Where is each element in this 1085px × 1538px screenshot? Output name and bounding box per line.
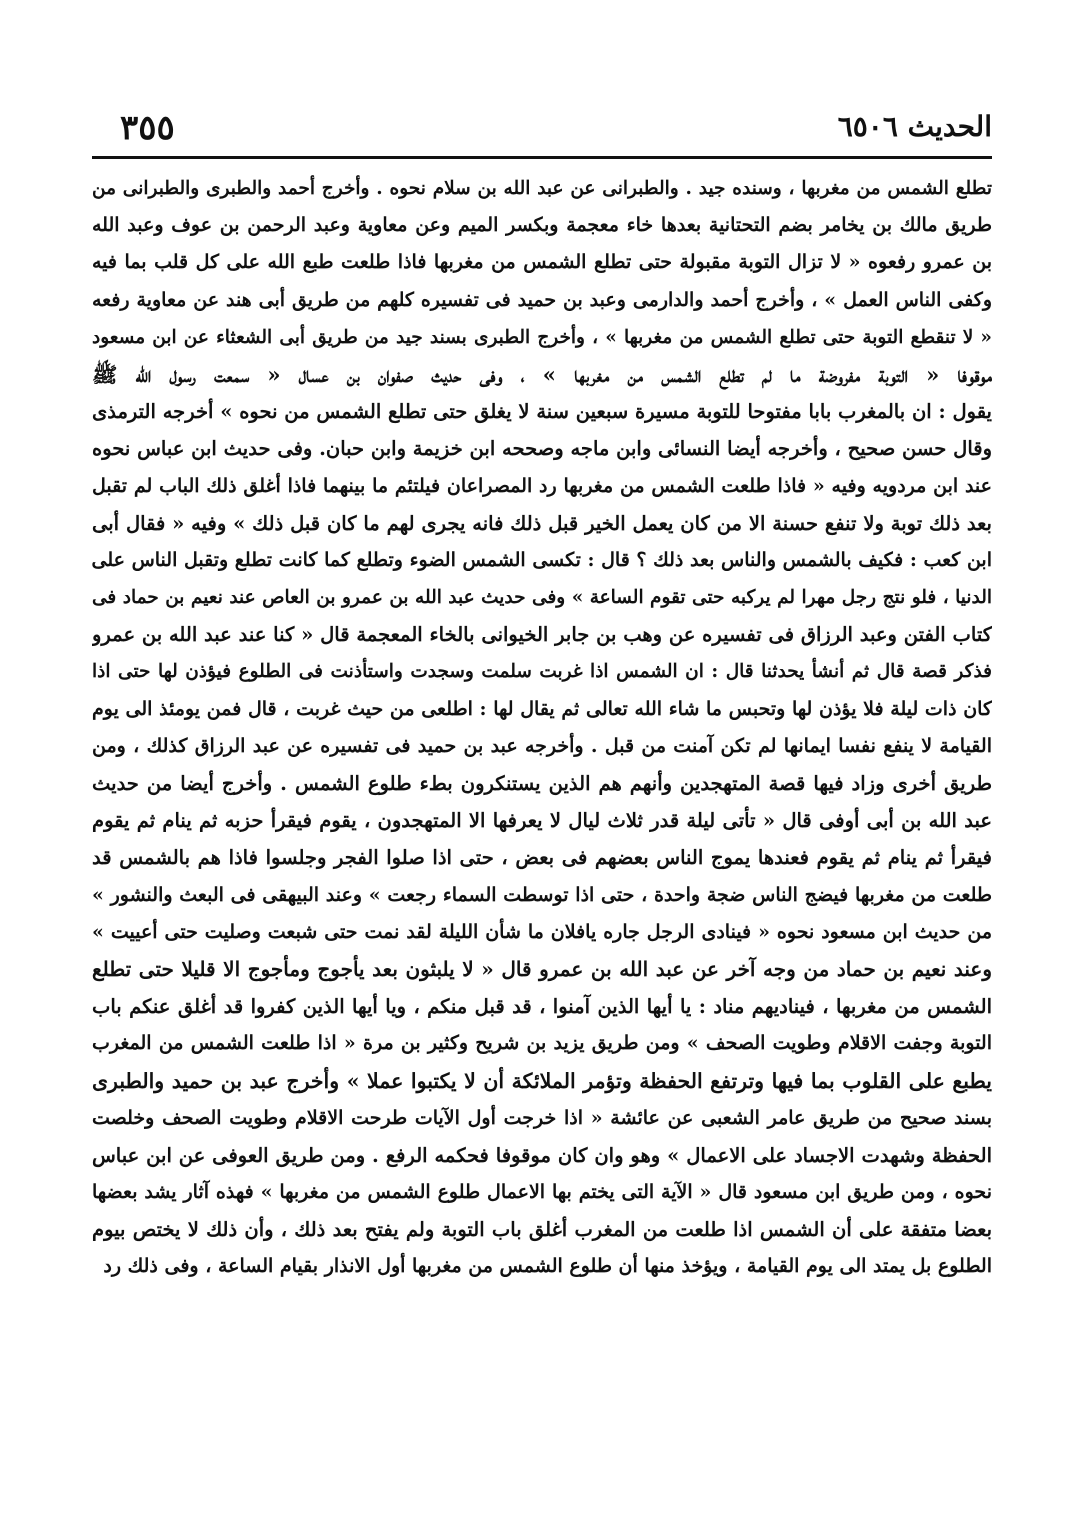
- text-line: فيقرأ ثم ينام ثم يقوم فعندها يموج الناس بعضهم فى بعض ، حتى اذا صلوا الفجر وجلسوا فاذا هم بالشمس قد: [92, 846, 992, 870]
- text-line: وقال حسن صحيح ، وأخرجه أيضا النسائى وابن ماجه وصححه ابن خزيمة وابن حبان. وفى حديث ابن عباس نحوه: [92, 437, 992, 461]
- text-line: يقول : ان بالمغرب بابا مفتوحا للتوبة مسيرة سبعين سنة لا يغلق حتى تطلع الشمس من نحوه » أخرجه الترمذى: [92, 400, 992, 424]
- text-line: الطلوع بل يمتد الى يوم القيامة ، ويؤخذ منها أن طلوع الشمس من مغربها أول الانذار بقيام الساعة ، وفى ذلك رد: [103, 1255, 992, 1278]
- text-line: عبد الله بن أبى أوفى قال « تأتى ليلة قدر ثلاث ليال لا يعرفها الا المتهجدون ، يقوم فيقرأ حزبه ثم ينام ثم يقوم: [92, 809, 992, 833]
- text-line: الدنيا ، فلو نتج رجل مهرا لم يركبه حتى تقوم الساعة » وفى حديث عبد الله بن عمرو بن العاص عند نعيم بن حماد فى: [92, 587, 992, 609]
- text-line: فذكر قصة قال ثم أنشأ يحدثنا قال : ان الشمس اذا غربت سلمت وسجدت واستأذنت فى الطلوع فيؤذن لها حتى اذا: [92, 661, 992, 683]
- text-line: التوبة وجفت الاقلام وطويت الصحف » ومن طريق يزيد بن شريح وكثير بن مرة « اذا طلعت الشمس من المغرب: [92, 1032, 992, 1055]
- text-line: القيامة لا ينفع نفسا ايمانها لم تكن آمنت من قبل . وأخرجه عبد بن حميد فى تفسيره عن عبد الرزاق كذلك ، ومن: [92, 734, 992, 757]
- text-line: كان ذات ليلة فلا يؤذن لها وتحبس ما شاء الله تعالى ثم يقال لها : اطلعى من حيث غربت ، قال فمن يومئذ الى يوم: [92, 697, 992, 720]
- page-number: ٣٥٥: [120, 108, 175, 148]
- text-line: بسند صحيح من طريق عامر الشعبى عن عائشة « اذا خرجت أول الآيات طرحت الاقلام وطويت الصحف وخلصت: [92, 1106, 992, 1129]
- page-header: [92, 108, 992, 150]
- text-line: الحفظة وشهدت الاجساد على الاعمال » وهو وان كان موقوفا فحكمه الرفع . ومن طريق العوفى عن ابن عباس: [92, 1143, 992, 1167]
- body-text: [92, 170, 992, 1286]
- text-line: كتاب الفتن وعبد الرزاق فى تفسيره عن وهب بن جابر الخيوانى بالخاء المعجمة قال « كنا عند عبد الله بن عمرو: [92, 623, 992, 647]
- text-line: بن عمرو رفعوه « لا تزال التوبة مقبولة حتى تطلع الشمس من مغربها فاذا طلعت طبع الله على كل قلب بما فيه: [92, 251, 992, 274]
- text-line: تطلع الشمس من مغربها ، وسنده جيد . والطبرانى عن عبد الله بن سلام نحوه . وأخرج أحمد والطبرى والطبرانى من: [92, 178, 992, 199]
- header-rule: [92, 156, 992, 159]
- text-line: طريق مالك بن يخامر بضم التحتانية بعدها خاء معجمة وبكسر الميم وعن معاوية وعبد الرحمن بن عوف وعبد الله: [92, 214, 992, 237]
- text-line: نحوه ، ومن طريق ابن مسعود قال « الآية التى يختم بها الاعمال طلوع الشمس من مغربها » فهذه آثار يشد بعضها: [92, 1181, 992, 1204]
- text-line: « لا تنقطع التوبة حتى تطلع الشمس من مغربها » ، وأخرج الطبرى بسند جيد من طريق أبى الشعثاء عن ابن مسعود: [92, 326, 992, 348]
- text-line: وكفى الناس العمل » ، وأخرج أحمد والدارمى وعبد بن حميد فى تفسيره كلهم من طريق أبى هند عن معاوية رفعه: [92, 288, 992, 311]
- text-line: طريق أخرى وزاد فيها قصة المتهجدين وأنهم هم الذين يستنكرون بطء طلوع الشمس . وأخرج أيضا من حديث: [92, 772, 992, 795]
- text-line: يطبع على القلوب بما فيها وترتفع الحفظة وتؤمر الملائكة أن لا يكتبوا عملا » وأخرج عبد بن حميد والطبرى: [92, 1068, 992, 1093]
- text-line: ابن كعب : فكيف بالشمس والناس بعد ذلك ؟ قال : تكسى الشمس الضوء وتطلع كما كانت تطلع وتقبل الناس على: [92, 548, 992, 571]
- text-line: طلعت من مغربها فيضج الناس ضجة واحدة ، حتى اذا توسطت السماء رجعت » وعند البيهقى فى البعث والنشور »: [92, 883, 992, 906]
- text-line: عند ابن مردويه وفيه « فاذا طلعت الشمس من مغربها رد المصراعان فيلتئم ما بينهما فاذا أغلق ذلك الباب لم تقبل: [92, 474, 992, 497]
- text-line: بعد ذلك توبة ولا تنفع حسنة الا من كان يعمل الخير قبل ذلك فانه يجرى لهم ما كان قبل ذلك » وفيه « فقال أبى: [92, 511, 992, 535]
- text-line: من حديث ابن مسعود نحوه « فينادى الرجل جاره يافلان ما شأن الليلة لقد نمت حتى شبعت وصليت حتى أعييت »: [92, 920, 992, 943]
- text-line: الشمس من مغربها ، فيناديهم مناد : يا أيها الذين آمنوا ، قد قبل منكم ، ويا أيها الذين كفروا قد أغلق عنكم باب: [92, 995, 992, 1019]
- text-line: موقوفا « التوبة مفروضة ما لم تطلع الشمس من مغربها » ، وفى حديث صفوان بن عسال « سمعت رسول الله ﷺ: [92, 361, 992, 387]
- text-line: وعند نعيم بن حماد من وجه آخر عن عبد الله بن عمرو قال « لا يلبثون بعد يأجوج ومأجوج الا قليلا حتى تطلع: [92, 956, 992, 981]
- running-head: الحديث ٦٥٠٦: [837, 110, 992, 143]
- text-line: بعضا متفقة على أن الشمس اذا طلعت من المغرب أغلق باب التوبة ولم يفتح بعد ذلك ، وأن ذلك لا يختص بيوم: [92, 1218, 992, 1242]
